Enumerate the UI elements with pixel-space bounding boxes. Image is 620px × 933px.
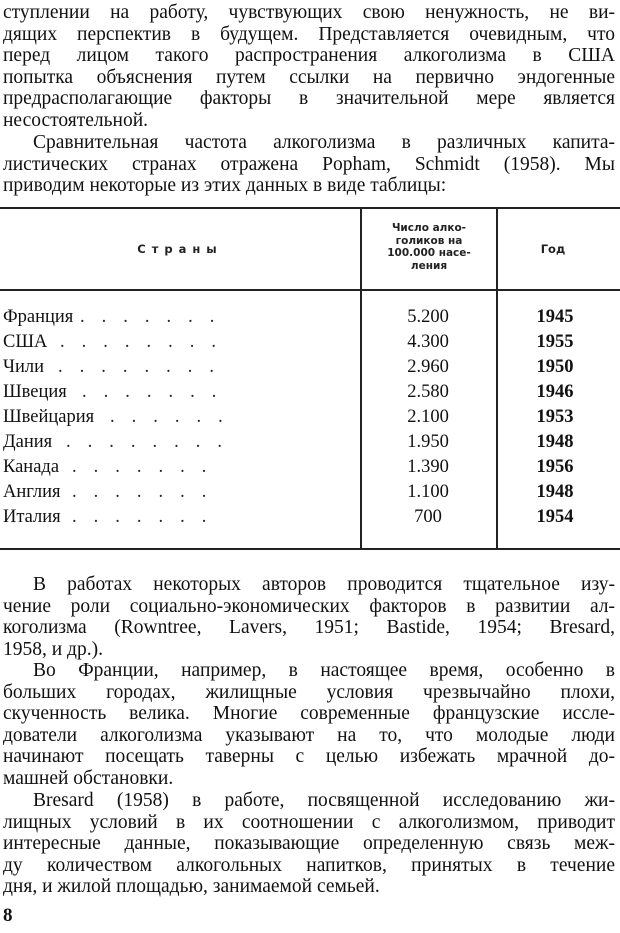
table-row bbox=[0, 307, 620, 332]
year-cell: 1956 bbox=[536, 457, 574, 477]
column-header-number: Число алко-голиков на 100.000 насе-ления bbox=[387, 222, 471, 272]
text-line: дня, и жилой площадью, занимаемой семьей. bbox=[3, 876, 380, 898]
leader-dots: ....... bbox=[72, 457, 224, 477]
text-line: больших городах, жилищные условия чрезвычайно плохи, bbox=[3, 681, 615, 703]
text-line: Сравнительная частота алкоголизма в различных капита- bbox=[33, 132, 615, 153]
table-row bbox=[0, 432, 620, 457]
country-cell: Франция bbox=[3, 307, 74, 327]
leader-dots: ....... bbox=[72, 507, 224, 527]
text-line: В работах некоторых авторов проводится тщательное изу- bbox=[33, 574, 615, 595]
intro-paragraph bbox=[3, 2, 615, 132]
leader-dots: ....... bbox=[80, 307, 232, 327]
column-header-country: Страны bbox=[137, 242, 223, 256]
number-cell: 2.580 bbox=[407, 382, 449, 402]
number-cell: 1.390 bbox=[407, 457, 449, 477]
text-line: листических странах отражена Popham, Schmidt (1958). Мы bbox=[3, 153, 615, 175]
text-line: дователи алкоголизма указывают на то, что молодые люди bbox=[3, 724, 615, 746]
year-cell: 1954 bbox=[536, 507, 574, 527]
number-cell: 4.300 bbox=[407, 332, 449, 352]
page-number: 8 bbox=[3, 905, 13, 926]
text-line: предрасполагающие факторы в значительной мере является bbox=[3, 88, 615, 110]
table-top-rule bbox=[0, 207, 620, 209]
number-cell: 5.200 bbox=[407, 307, 449, 327]
france-paragraph bbox=[3, 660, 615, 790]
leader-dots: ....... bbox=[72, 482, 224, 502]
text-line: дящих перспектив в будущем. Представляется очевидным, что bbox=[3, 23, 615, 45]
text-line: коголизма (Rowntree, Lavers, 1951; Bastide, 1954; Bresard, bbox=[3, 617, 615, 639]
text-line: приводим некоторые из этих данных в виде таблицы: bbox=[3, 175, 447, 197]
table-row bbox=[0, 382, 620, 407]
year-cell: 1948 bbox=[536, 482, 574, 502]
text-line: чение роли социально-экономических факторов в развитии ал- bbox=[3, 595, 615, 617]
table-row bbox=[0, 457, 620, 482]
text-line: попытка объяснения путем ссылки на первично эндогенные bbox=[3, 66, 615, 88]
leader-dots: ........ bbox=[58, 357, 231, 377]
text-line: Во Франции, например, в настоящее время, особенно в bbox=[33, 660, 615, 681]
bresard-paragraph bbox=[3, 790, 615, 898]
country-cell: США bbox=[3, 332, 48, 352]
year-cell: 1953 bbox=[536, 407, 574, 427]
number-cell: 2.960 bbox=[407, 357, 449, 377]
table-header-rule bbox=[0, 289, 620, 291]
text-line: перед лицом такого распространения алкоголизма в США bbox=[3, 45, 615, 67]
leader-dots: ........ bbox=[60, 332, 233, 352]
year-cell: 1955 bbox=[536, 332, 574, 352]
table-row bbox=[0, 507, 620, 532]
country-cell: Швеция bbox=[3, 382, 67, 402]
year-cell: 1946 bbox=[536, 382, 574, 402]
column-header-year: Год bbox=[540, 242, 566, 256]
text-line: Bresard (1958) в работе, посвященной исследованию жи- bbox=[33, 790, 615, 811]
text-line: ду количеством алкогольных напитков, принятых в течение bbox=[3, 854, 615, 876]
leader-dots: ...... bbox=[110, 407, 240, 427]
text-line: скученность велика. Многие современные французские иссле- bbox=[3, 703, 615, 725]
text-line: машней обстановки. bbox=[3, 767, 174, 789]
country-cell: Канада bbox=[3, 457, 60, 477]
table-bottom-rule bbox=[0, 548, 620, 550]
country-cell: Англия bbox=[3, 482, 61, 502]
text-line: ступлении на работу, чувствующих свою ненужность, не ви- bbox=[3, 2, 615, 23]
table-row bbox=[0, 482, 620, 507]
text-line: 1958, и др.). bbox=[3, 638, 103, 660]
year-cell: 1945 bbox=[536, 307, 574, 327]
year-cell: 1950 bbox=[536, 357, 574, 377]
country-cell: Швейцария bbox=[3, 407, 95, 427]
table-row bbox=[0, 407, 620, 432]
number-cell: 2.100 bbox=[407, 407, 449, 427]
socioeconomic-paragraph bbox=[3, 574, 615, 660]
leader-dots: ....... bbox=[82, 382, 234, 402]
text-line: лищных условий в их соотношении с алкоголизмом, приводит bbox=[3, 811, 615, 833]
leader-dots: ........ bbox=[66, 432, 239, 452]
text-line: интересные данные, показывающие определенную связь меж- bbox=[3, 833, 615, 855]
number-cell: 1.100 bbox=[407, 482, 449, 502]
text-line: несостоятельной. bbox=[3, 109, 149, 131]
country-cell: Дания bbox=[3, 432, 53, 452]
table-intro-paragraph bbox=[3, 132, 615, 197]
number-cell: 1.950 bbox=[407, 432, 449, 452]
table-row bbox=[0, 357, 620, 382]
table-row bbox=[0, 332, 620, 357]
number-cell: 700 bbox=[414, 507, 442, 527]
text-line: начинают посещать таверны с целью избежать мрачной до- bbox=[3, 746, 615, 768]
year-cell: 1948 bbox=[536, 432, 574, 452]
country-cell: Италия bbox=[3, 507, 61, 527]
country-cell: Чили bbox=[3, 357, 45, 377]
